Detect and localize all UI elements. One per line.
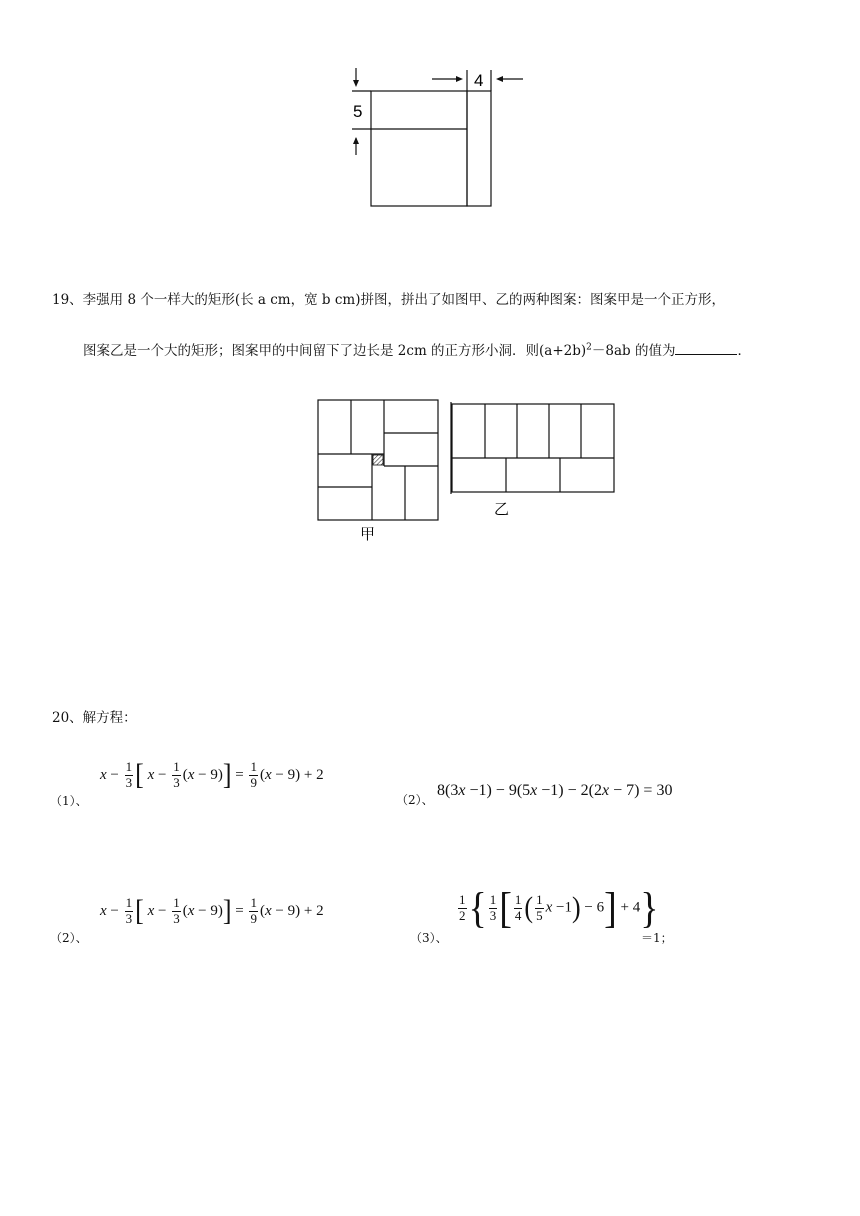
q19-line1: 19、李强用 8 个一样大的矩形(长 a cm，宽 b cm)拼图，拼出了如图甲、乙的两种图案：图案甲是一个正方形， bbox=[52, 292, 725, 308]
q20-equation-1: x − $\frac{1}{3}$ [ x − $\frac{1}{3}$ (x − 9)] = $\frac{1}{9}$ (x − 9) + 2 bbox=[100, 758, 324, 792]
q19-line2-end: ． bbox=[737, 343, 751, 359]
q20-equation-3: $\frac{1}{2}$ { $\frac{1}{3}$ [ $\frac{1}{4}$ ( $\frac{1}{5}$ x −1) − 6] + 4} bbox=[459, 883, 659, 933]
q20-part3-tail: ＝1； bbox=[641, 931, 673, 945]
q20-part2-label: （2）、 bbox=[396, 793, 434, 807]
center-hole-hatched bbox=[373, 455, 383, 465]
answer-blank[interactable] bbox=[675, 342, 737, 355]
q19-line2-text-a: 图案乙是一个大的矩形；图案甲的中间留下了边长是 2cm 的正方形小洞．则(a+2b) bbox=[83, 343, 587, 359]
q20-part3-label: （3）、 bbox=[410, 931, 448, 945]
q20-part1-label: （1）、 bbox=[50, 794, 88, 808]
figure-jia bbox=[316, 398, 442, 544]
label-4: 4 bbox=[474, 71, 484, 90]
caption-yi: 乙 bbox=[494, 501, 510, 518]
q19-squared-sup: 2 bbox=[586, 342, 592, 353]
large-square bbox=[371, 91, 467, 206]
caption-jia: 甲 bbox=[360, 526, 376, 543]
q20-equation-2: 8(3x −1) − 9(5x −1) − 2(2x − 7) = 30 bbox=[437, 782, 673, 799]
figure-yi bbox=[448, 400, 620, 520]
q20-heading: 20、解方程： bbox=[52, 710, 137, 726]
right-strip bbox=[467, 91, 491, 206]
square-dimension-figure bbox=[340, 60, 530, 210]
q20-equation-2b: x − $\frac{1}{3}$ [ x − $\frac{1}{3}$ (x − 9)] = $\frac{1}{9}$ (x − 9) + 2 bbox=[100, 894, 324, 928]
label-5: 5 bbox=[353, 102, 363, 121]
q19-line2 bbox=[83, 342, 751, 359]
q20-part2b-label: （2）、 bbox=[50, 931, 88, 945]
q19-line2-text-b: －8ab 的值为 bbox=[591, 343, 676, 359]
